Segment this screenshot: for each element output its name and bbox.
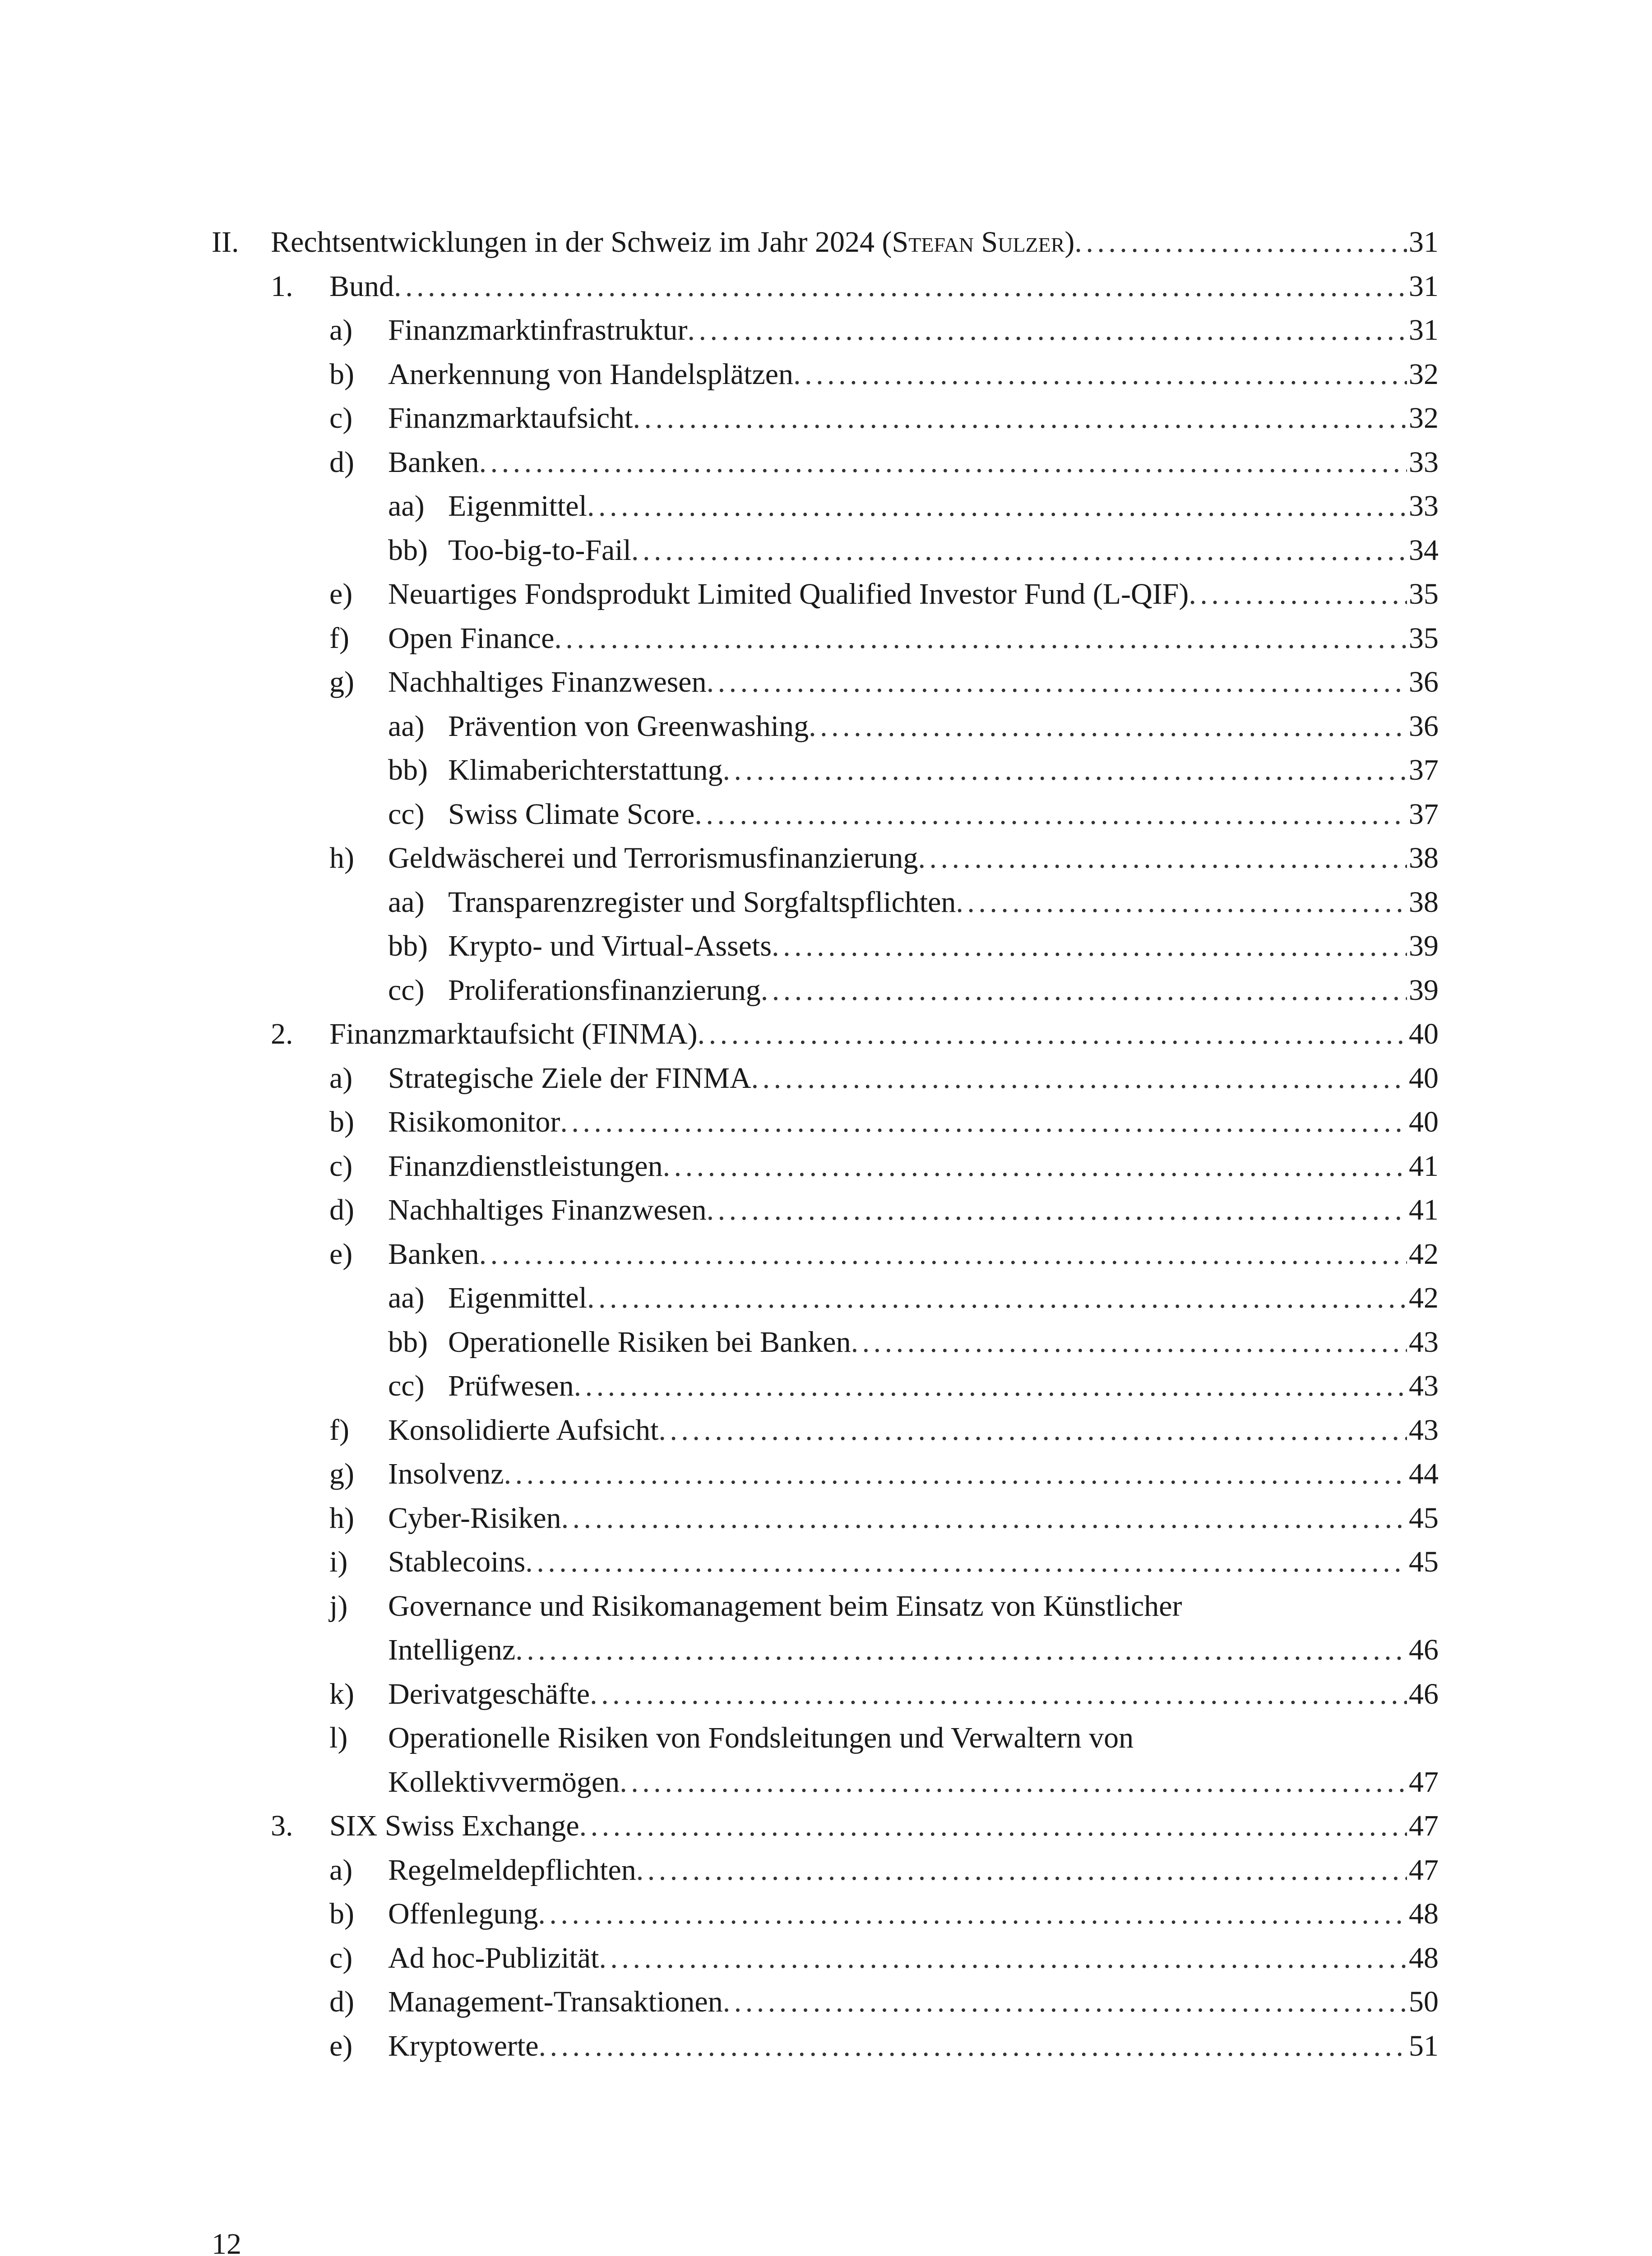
toc-entry-page: 40 — [1409, 1017, 1439, 1050]
toc-entry-title: Operationelle Risiken bei Banken — [448, 1325, 851, 1359]
toc-entry-number: bb) — [388, 754, 428, 786]
dot-leader — [479, 440, 1407, 485]
dot-leader — [751, 1056, 1407, 1100]
dot-leader — [394, 264, 1407, 309]
toc-entry[interactable] — [0, 1848, 1652, 1892]
toc-entry-title: Risikomonitor — [388, 1105, 560, 1138]
toc-entry-page: 45 — [1409, 1545, 1439, 1578]
toc-entry[interactable] — [0, 1584, 1652, 1672]
toc-entry-number: i) — [329, 1545, 348, 1578]
toc-entry[interactable] — [0, 1980, 1652, 2024]
toc-entry-page: 48 — [1409, 1897, 1439, 1930]
toc-entry-number: a) — [329, 314, 353, 347]
toc-entry[interactable] — [0, 704, 1652, 749]
toc-entry[interactable] — [0, 352, 1652, 397]
dot-leader — [707, 660, 1407, 704]
toc-entry-title: Finanzmarktaufsicht — [388, 402, 633, 435]
toc-entry[interactable] — [0, 880, 1652, 925]
toc-entry-number: cc) — [388, 797, 425, 831]
dot-leader — [723, 1980, 1407, 2024]
toc-entry[interactable] — [0, 1716, 1652, 1804]
toc-entry-page: 43 — [1409, 1325, 1439, 1359]
toc-entry[interactable] — [0, 1804, 1652, 1848]
toc-entry-title: Prüfwesen — [448, 1369, 574, 1402]
toc-entry-title: Neuartiges Fondsprodukt Limited Qualified Investor Fund (L-QIF) — [388, 578, 1189, 610]
toc-entry-page: 40 — [1409, 1105, 1439, 1138]
toc-entry-title: Eigenmittel — [448, 1281, 587, 1314]
dot-leader — [590, 1672, 1407, 1716]
toc-entry-title: Eigenmittel — [448, 490, 587, 522]
toc-entry-page: 35 — [1409, 578, 1439, 610]
toc-entry-title: Banken — [388, 445, 479, 479]
dot-leader — [554, 616, 1407, 661]
toc-entry[interactable] — [0, 1232, 1652, 1276]
page-number: 12 — [212, 2228, 241, 2256]
toc-entry-title: Cyber-Risiken — [388, 1501, 561, 1535]
toc-entry-title: Anerkennung von Handelsplätzen — [388, 357, 794, 391]
dot-leader — [525, 1540, 1407, 1584]
toc-entry-title: Swiss Climate Score — [448, 797, 695, 831]
toc-entry-page: 47 — [1409, 1765, 1439, 1798]
toc-entry-title: Proliferationsfinanzierung — [448, 973, 761, 1007]
toc-entry-title: Bund — [329, 269, 394, 303]
toc-entry[interactable] — [0, 836, 1652, 880]
toc-entry[interactable] — [0, 1540, 1652, 1584]
toc-entry-title: Intelligenz — [388, 1633, 516, 1666]
toc-entry-title: Ad hoc-Publizität — [388, 1941, 599, 1974]
toc-entry-page: 47 — [1409, 1853, 1439, 1886]
toc-entry[interactable] — [0, 616, 1652, 661]
dot-leader — [694, 792, 1407, 837]
toc-entry-title: Offenlegung — [388, 1897, 538, 1930]
toc-entry-number: c) — [329, 1149, 353, 1183]
toc-entry-page: 43 — [1409, 1413, 1439, 1447]
dot-leader — [772, 924, 1407, 968]
dot-leader — [809, 704, 1407, 749]
toc-entry-page: 37 — [1409, 797, 1439, 831]
toc-entry-page: 38 — [1409, 841, 1439, 874]
toc-entry[interactable] — [0, 440, 1652, 485]
toc-entry-page: 42 — [1409, 1281, 1439, 1314]
toc-entry-title-part: ) — [1064, 226, 1075, 259]
toc-entry-page: 36 — [1409, 709, 1439, 743]
toc-entry-page: 36 — [1409, 666, 1439, 698]
toc-entry-page: 32 — [1409, 357, 1439, 391]
toc-entry-title: Management-Transaktionen — [388, 1985, 723, 2018]
toc-entry-page: 45 — [1409, 1501, 1439, 1535]
toc-entry[interactable] — [0, 1672, 1652, 1716]
toc-entry[interactable] — [0, 220, 1652, 264]
toc-entry-number: g) — [329, 1457, 354, 1490]
toc-entry-number: aa) — [388, 490, 425, 522]
toc-entry-page: 34 — [1409, 533, 1439, 567]
toc-entry-number: e) — [329, 578, 353, 610]
toc-entry-title: Transparenzregister und Sorgfaltspflichten — [448, 885, 956, 919]
dot-leader — [918, 836, 1407, 880]
toc-entry-title: Konsolidierte Aufsicht — [388, 1413, 659, 1447]
toc-entry[interactable] — [0, 968, 1652, 1012]
toc-entry-title — [271, 220, 1074, 264]
dot-leader — [599, 1936, 1407, 1980]
toc-entry-page: 31 — [1409, 226, 1439, 259]
toc-entry[interactable] — [0, 264, 1652, 309]
toc-entry-title: Krypto- und Virtual-Assets — [448, 929, 772, 962]
toc-entry-number: b) — [329, 357, 354, 391]
toc-entry-title: Finanzdienstleistungen — [388, 1149, 663, 1183]
toc-entry-page: 32 — [1409, 402, 1439, 435]
toc-entry[interactable] — [0, 1100, 1652, 1144]
toc-entry-number: a) — [329, 1061, 353, 1095]
dot-leader — [631, 528, 1407, 573]
toc-entry-page: 43 — [1409, 1369, 1439, 1402]
toc-entry-title: Too-big-to-Fail — [448, 533, 631, 567]
toc-entry-number: bb) — [388, 929, 428, 962]
dot-leader — [956, 880, 1407, 925]
toc-entry-page: 37 — [1409, 754, 1439, 786]
toc-entry-page: 50 — [1409, 1985, 1439, 2018]
toc-entry-page: 40 — [1409, 1061, 1439, 1095]
toc-entry-number: j) — [329, 1589, 348, 1623]
toc-entry-page: 51 — [1409, 2029, 1439, 2062]
toc-entry-number: 1. — [271, 269, 293, 303]
toc-entry-page: 33 — [1409, 490, 1439, 522]
dot-leader — [761, 968, 1407, 1012]
toc-entry-page: 46 — [1409, 1633, 1439, 1666]
toc-entry-number: bb) — [388, 533, 428, 567]
toc-entry-title: Derivatgeschäfte — [388, 1677, 590, 1710]
toc-entry-title: Kryptowerte — [388, 2029, 539, 2062]
toc-entry-number: a) — [329, 1853, 353, 1886]
toc-entry-page: 44 — [1409, 1457, 1439, 1490]
dot-leader — [851, 1320, 1407, 1364]
toc-entry-number: aa) — [388, 1281, 425, 1314]
toc-entry-title: Insolvenz — [388, 1457, 504, 1490]
toc-entry-page: 47 — [1409, 1809, 1439, 1842]
toc-entry-title-part: Rechtsentwicklungen in der Schweiz im Jahr 2024 ( — [271, 226, 892, 259]
dot-leader — [1074, 220, 1407, 264]
toc-entry[interactable] — [0, 1364, 1652, 1408]
toc-entry-title: Finanzmarktinfrastruktur — [388, 314, 688, 347]
toc-entry-number: h) — [329, 841, 354, 874]
toc-entry[interactable] — [0, 1320, 1652, 1364]
dot-leader — [561, 1496, 1407, 1540]
toc-entry-number: f) — [329, 621, 349, 655]
toc-entry-number: aa) — [388, 885, 425, 919]
toc-entry[interactable] — [0, 1452, 1652, 1496]
toc-entry-title: Strategische Ziele der FINMA — [388, 1061, 751, 1095]
dot-leader — [698, 1012, 1407, 1056]
toc-entry[interactable] — [0, 792, 1652, 837]
toc-entry-number: aa) — [388, 709, 425, 743]
toc-entry-number: II. — [212, 226, 239, 259]
dot-leader — [793, 352, 1407, 397]
toc-entry-page: 35 — [1409, 621, 1439, 655]
toc-entry-title: Open Finance — [388, 621, 555, 655]
dot-leader — [1189, 572, 1407, 616]
toc-entry[interactable] — [0, 660, 1652, 704]
dot-leader — [560, 1100, 1407, 1144]
toc-entry-title-line: Operationelle Risiken von Fondsleitungen und Verwaltern von — [388, 1721, 1134, 1754]
toc-entry-number: d) — [329, 1193, 354, 1226]
toc-entry[interactable] — [0, 1408, 1652, 1452]
toc-entry-number: 3. — [271, 1809, 293, 1842]
toc-entry[interactable] — [0, 1144, 1652, 1188]
toc-entry-number: l) — [329, 1721, 348, 1754]
toc-entry-page: 39 — [1409, 973, 1439, 1007]
toc-entry[interactable] — [0, 1892, 1652, 1936]
dot-leader — [574, 1364, 1407, 1408]
toc-entry-page: 33 — [1409, 445, 1439, 479]
toc-entry-number: cc) — [388, 1369, 425, 1402]
toc-entry-page: 41 — [1409, 1149, 1439, 1183]
toc-entry[interactable] — [0, 1188, 1652, 1232]
dot-leader — [620, 1760, 1407, 1804]
dot-leader — [687, 308, 1407, 352]
toc-entry-page: 31 — [1409, 269, 1439, 303]
dot-leader — [579, 1804, 1407, 1848]
dot-leader — [504, 1452, 1407, 1496]
toc-entry[interactable] — [0, 748, 1652, 792]
toc-entry[interactable] — [0, 396, 1652, 440]
dot-leader — [587, 484, 1407, 528]
toc-entry-title: Banken — [388, 1237, 479, 1271]
toc-entry-number: b) — [329, 1897, 354, 1930]
dot-leader — [633, 396, 1407, 440]
dot-leader — [707, 1188, 1407, 1232]
toc-entry-number: 2. — [271, 1017, 293, 1050]
toc-entry-page: 39 — [1409, 929, 1439, 962]
toc-entry-title: SIX Swiss Exchange — [329, 1809, 579, 1842]
toc-entry-page: 48 — [1409, 1941, 1439, 1974]
dot-leader — [587, 1276, 1407, 1320]
toc-entry[interactable] — [0, 572, 1652, 616]
toc-entry-page: 31 — [1409, 314, 1439, 347]
toc-entry-page: 41 — [1409, 1193, 1439, 1226]
toc-entry-page: 42 — [1409, 1237, 1439, 1271]
toc-entry-number: c) — [329, 402, 353, 435]
dot-leader — [538, 1892, 1407, 1936]
toc-entry-number: e) — [329, 2029, 353, 2062]
dot-leader — [539, 2024, 1407, 2068]
toc-entry-number: cc) — [388, 973, 425, 1007]
dot-leader — [479, 1232, 1407, 1276]
author-name: Stefan Sulzer — [892, 226, 1065, 259]
toc-entry-title: Nachhaltiges Finanzwesen — [388, 1193, 707, 1226]
toc-entry-page: 38 — [1409, 885, 1439, 919]
toc-entry-number: d) — [329, 445, 354, 479]
toc-entry[interactable] — [0, 528, 1652, 573]
toc-entry-title: Klimaberichterstattung — [448, 754, 723, 786]
toc-entry-page: 46 — [1409, 1677, 1439, 1710]
toc-entry-number: c) — [329, 1941, 353, 1974]
toc-entry-title: Kollektivvermögen — [388, 1765, 620, 1798]
toc-entry[interactable] — [0, 1056, 1652, 1100]
dot-leader — [658, 1408, 1407, 1452]
toc-entry[interactable] — [0, 484, 1652, 528]
toc-entry-number: g) — [329, 666, 354, 698]
toc-entry-title: Nachhaltiges Finanzwesen — [388, 666, 707, 698]
toc-entry[interactable] — [0, 1496, 1652, 1540]
toc-entry[interactable] — [0, 1936, 1652, 1980]
dot-leader — [515, 1628, 1407, 1672]
toc-entry-number: b) — [329, 1105, 354, 1138]
toc-entry-number: f) — [329, 1413, 349, 1447]
toc-entry[interactable] — [0, 308, 1652, 352]
toc-entry-number: h) — [329, 1501, 354, 1535]
table-of-contents — [0, 220, 1652, 2068]
toc-entry-number: e) — [329, 1237, 353, 1271]
toc-entry-title-line: Governance und Risikomanagement beim Einsatz von Künstlicher — [388, 1589, 1182, 1623]
toc-entry-title: Stablecoins — [388, 1545, 526, 1578]
toc-entry[interactable] — [0, 1276, 1652, 1320]
toc-entry-number: bb) — [388, 1325, 428, 1359]
toc-entry[interactable] — [0, 924, 1652, 968]
toc-entry-number: k) — [329, 1677, 354, 1710]
toc-entry-title: Regelmeldepflichten — [388, 1853, 636, 1886]
dot-leader — [636, 1848, 1407, 1892]
toc-entry-title: Geldwäscherei und Terrorismusfinanzierung — [388, 841, 918, 874]
toc-entry[interactable] — [0, 2024, 1652, 2068]
toc-entry-title: Finanzmarktaufsicht (FINMA) — [329, 1017, 698, 1050]
toc-entry-number: d) — [329, 1985, 354, 2018]
toc-entry[interactable] — [0, 1012, 1652, 1056]
dot-leader — [722, 748, 1407, 792]
dot-leader — [663, 1144, 1407, 1188]
toc-entry-title: Prävention von Greenwashing — [448, 709, 809, 743]
